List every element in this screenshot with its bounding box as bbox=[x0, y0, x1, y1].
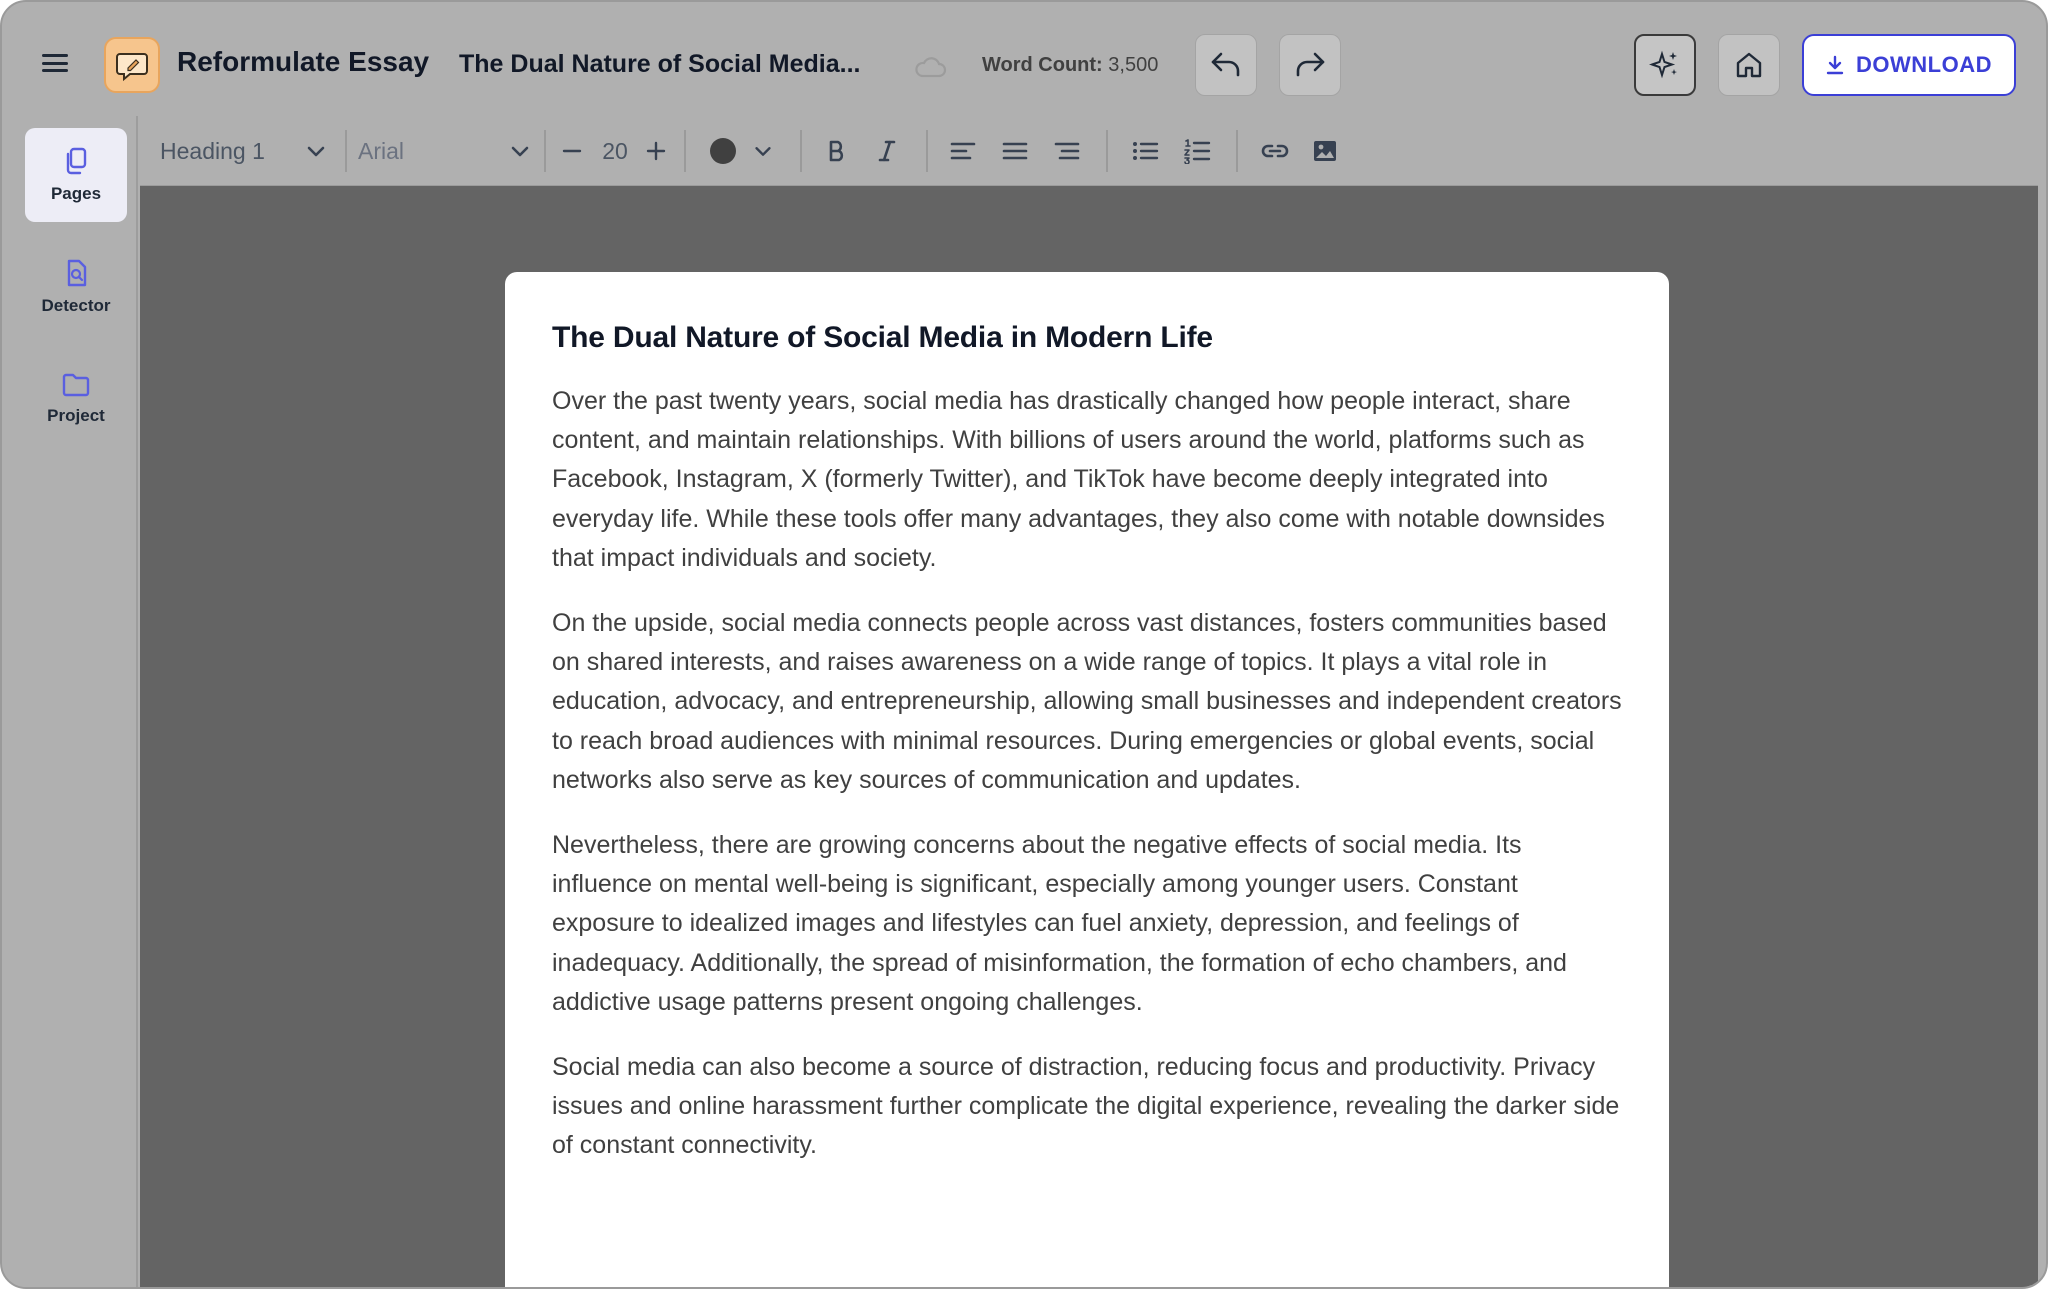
color-swatch-icon bbox=[708, 136, 738, 166]
numbered-list-button[interactable] bbox=[1182, 116, 1212, 186]
bullet-list-button[interactable] bbox=[1130, 116, 1160, 186]
bold-icon bbox=[827, 139, 847, 163]
numbered-list-icon bbox=[1183, 138, 1211, 164]
document-title[interactable]: The Dual Nature of Social Media... bbox=[459, 50, 861, 78]
document-heading[interactable]: The Dual Nature of Social Media in Modern Life bbox=[552, 321, 1213, 354]
download-icon bbox=[1826, 55, 1844, 75]
sidebar-item-label: Pages bbox=[50, 184, 102, 203]
sidebar-item-label: Project bbox=[47, 406, 105, 425]
sparkle-icon bbox=[1649, 49, 1681, 81]
toolbar-divider bbox=[1106, 130, 1108, 172]
document-paragraph[interactable]: Social media can also become a source of distraction, reducing focus and productivity. Privacy issues and online harassment further complicate the digital experience, revealing the darker side of constant connectivity. bbox=[552, 1053, 1620, 1160]
font-family-value: Arial bbox=[358, 137, 405, 164]
chevron-down-icon bbox=[752, 140, 774, 162]
font-size-input[interactable] bbox=[598, 116, 632, 186]
align-left-icon bbox=[950, 139, 976, 163]
sidebar-item-project[interactable] bbox=[25, 352, 127, 446]
font-size-increase-button[interactable] bbox=[642, 116, 670, 186]
toolbar-divider bbox=[684, 130, 686, 172]
toolbar-divider bbox=[1236, 130, 1238, 172]
home-button[interactable] bbox=[1718, 34, 1780, 96]
minus-icon bbox=[561, 140, 583, 162]
plus-icon bbox=[645, 140, 667, 162]
download-label: DOWNLOAD bbox=[1856, 52, 1992, 77]
align-center-button[interactable] bbox=[1000, 116, 1030, 186]
font-size-decrease-button[interactable] bbox=[558, 116, 586, 186]
sidebar-item-detector[interactable] bbox=[25, 240, 127, 334]
left-sidebar bbox=[14, 116, 138, 1289]
word-count bbox=[982, 54, 1158, 77]
font-size-value: 20 bbox=[602, 137, 628, 164]
home-icon bbox=[1733, 49, 1765, 81]
align-center-icon bbox=[1002, 139, 1028, 163]
paragraph-style-select[interactable] bbox=[160, 116, 340, 186]
cloud-icon bbox=[912, 54, 948, 80]
redo-button[interactable] bbox=[1279, 34, 1341, 96]
menu-icon[interactable] bbox=[42, 50, 68, 76]
top-bar bbox=[14, 14, 2038, 116]
bullet-list-icon bbox=[1131, 139, 1159, 163]
chevron-down-icon bbox=[304, 139, 328, 163]
link-icon bbox=[1259, 139, 1291, 163]
sidebar-item-label: Detector bbox=[41, 296, 111, 315]
insert-link-button[interactable] bbox=[1258, 116, 1292, 186]
document-page[interactable] bbox=[505, 272, 1669, 1289]
italic-button[interactable] bbox=[872, 116, 902, 186]
toolbar-divider bbox=[800, 130, 802, 172]
toolbar-divider bbox=[345, 130, 347, 172]
undo-button[interactable] bbox=[1195, 34, 1257, 96]
chevron-down-icon bbox=[508, 139, 532, 163]
pages-icon bbox=[62, 146, 90, 176]
ai-assist-button[interactable] bbox=[1634, 34, 1696, 96]
document-paragraph[interactable]: Over the past twenty years, social media has drastically changed how people interact, share content, and maintain relationships. With billions of users around the world, platforms such as Facebook, Instagram, X (formerly Twitter), and TikTok have become deeply integrated into everyday life. While these tools offer many advantages, they also come with notable downsides that impact individuals and society. bbox=[552, 387, 1605, 572]
word-count-value: 3,500 bbox=[1108, 54, 1159, 76]
editor-canvas bbox=[140, 186, 2038, 1289]
undo-icon bbox=[1209, 50, 1243, 80]
paragraph-style-value: Heading 1 bbox=[160, 137, 265, 164]
word-count-label: Word Count: bbox=[982, 54, 1103, 76]
align-right-button[interactable] bbox=[1052, 116, 1082, 186]
detector-icon bbox=[62, 258, 90, 288]
toolbar-divider bbox=[926, 130, 928, 172]
align-left-button[interactable] bbox=[948, 116, 978, 186]
sidebar-item-pages[interactable] bbox=[25, 128, 127, 222]
app-logo-icon bbox=[104, 37, 160, 93]
redo-icon bbox=[1293, 50, 1327, 80]
italic-icon bbox=[877, 139, 897, 163]
align-right-icon bbox=[1054, 139, 1080, 163]
insert-image-button[interactable] bbox=[1310, 116, 1340, 186]
toolbar-divider bbox=[544, 130, 546, 172]
app-title: Reformulate Essay bbox=[177, 46, 430, 77]
font-family-select[interactable] bbox=[358, 116, 538, 186]
download-button[interactable] bbox=[1802, 34, 2016, 96]
formatting-toolbar bbox=[140, 116, 2038, 186]
text-color-picker[interactable] bbox=[706, 116, 776, 186]
bold-button[interactable] bbox=[822, 116, 852, 186]
folder-icon bbox=[61, 372, 91, 398]
document-paragraph[interactable]: Nevertheless, there are growing concerns about the negative effects of social media. Its influence on mental well-being is significant, especially among younger users. Constant exposure to idealized images and lifestyles can fuel anxiety, depression, and feelings of inadequacy. Additionally, the spread of misinformation, the formation of echo chambers, and addictive usage patterns present ongoing challenges. bbox=[552, 831, 1567, 1016]
document-paragraph[interactable]: On the upside, social media connects people across vast distances, fosters communities based on shared interests, and raises awareness on a wide range of topics. It plays a vital role in education, advocacy, and entrepreneurship, allowing small businesses and independent creators to reach broad audiences with minimal resources. During emergencies or global events, social networks also serve as key sources of communication and updates. bbox=[552, 609, 1622, 794]
image-icon bbox=[1312, 138, 1338, 164]
